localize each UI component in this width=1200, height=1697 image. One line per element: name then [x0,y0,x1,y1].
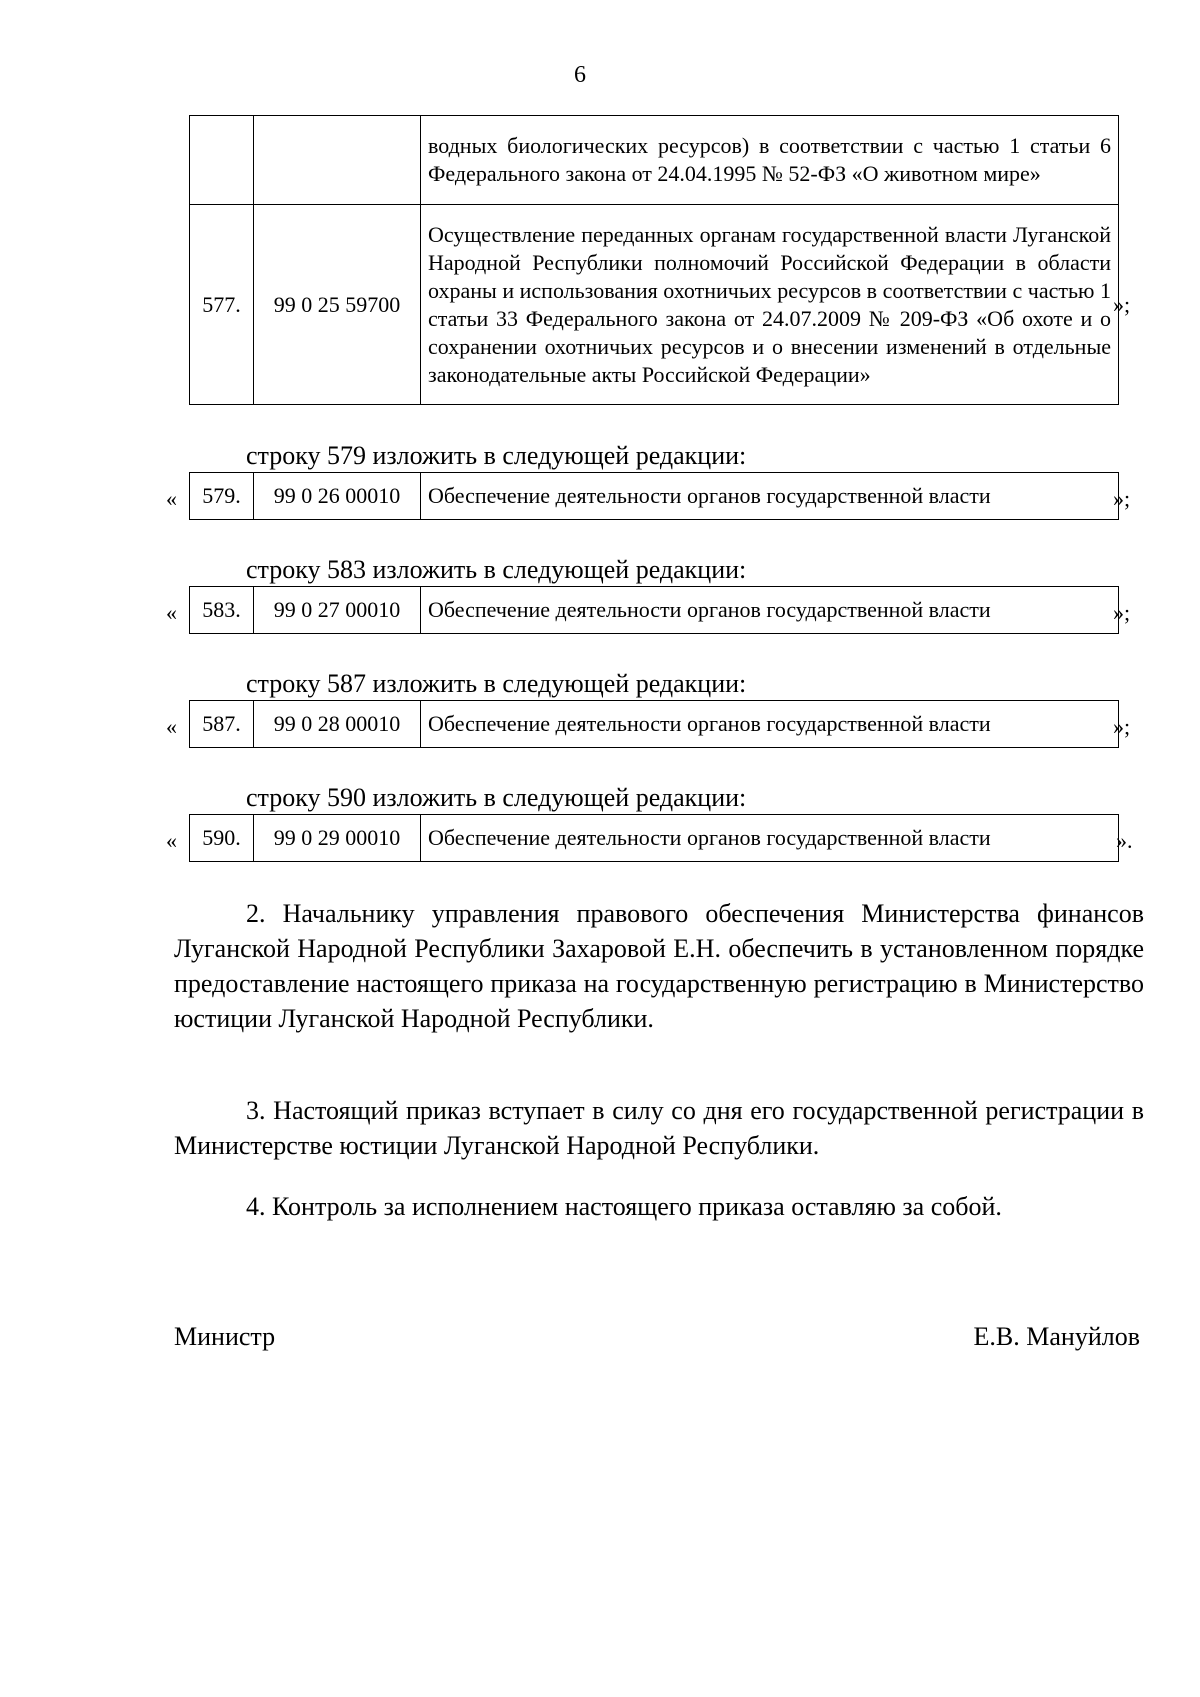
table-row [190,473,1119,520]
cell-number: 590. [190,815,254,862]
amendment-table [189,472,1119,520]
cell-number: 583. [190,587,254,634]
table-row [190,815,1119,862]
close-quote: ». [1116,828,1133,853]
open-quote: « [166,828,177,853]
paragraph-2 [174,896,1144,1036]
cell-number: 587. [190,701,254,748]
appendix-table-main [189,115,1119,405]
open-quote: « [166,486,177,511]
amendment-table [189,700,1119,748]
cell-code-empty [254,116,421,205]
close-quote: »; [1113,486,1131,511]
paragraph-3 [174,1093,1144,1163]
paragraph-text: 2. Начальнику управления правового обеспечения Министерства финансов Луганской Народной Республики Захаровой Е.Н. обеспечить в установленном порядке предоставление настоящего приказа на государственную регистрацию в Министерство юстиции Луганской Народной Республики. [174,899,1144,1033]
amendment-heading: строку 587 изложить в следующей редакции: [246,669,747,698]
cell-code: 99 0 27 00010 [254,587,421,634]
cell-number-empty [190,116,254,205]
amendment-heading: строку 579 изложить в следующей редакции: [246,441,747,470]
open-quote: « [166,600,177,625]
cell-number: 579. [190,473,254,520]
cell-text: Осуществление переданных органам государственной власти Луганской Народной Республики полномочий Российской Федерации в области охраны и использования охотничьих ресурсов в соответствии с частью 1 статьи 33 Федерального закона от 24.07.2009 № 209-ФЗ «Об охоте и о сохранении охотничьих ресурсов и о внесении изменений в отдельные законодательные акты Российской Федерации» [421,205,1119,405]
paragraph-text: 4. Контроль за исполнением настоящего приказа оставляю за собой. [246,1192,1002,1221]
amendment-table [189,814,1119,862]
cell-code: 99 0 25 59700 [254,205,421,405]
close-quote: »; [1113,714,1131,739]
page-number: 6 [574,62,586,88]
amendment-table [189,586,1119,634]
cell-code: 99 0 26 00010 [254,473,421,520]
table-row [190,116,1119,205]
amendment-heading: строку 583 изложить в следующей редакции: [246,555,747,584]
signature-position: Министр [174,1322,276,1351]
signature-name: Е.В. Мануйлов [973,1322,1140,1351]
cell-text: Обеспечение деятельности органов государственной власти [421,587,1119,634]
cell-text-continuation: водных биологических ресурсов) в соответствии с частью 1 статьи 6 Федерального закона от 24.04.1995 № 52-ФЗ «О животном мире» [421,116,1119,205]
cell-code: 99 0 29 00010 [254,815,421,862]
cell-code: 99 0 28 00010 [254,701,421,748]
cell-text: Обеспечение деятельности органов государственной власти [421,701,1119,748]
amendment-heading: строку 590 изложить в следующей редакции: [246,783,747,812]
paragraph-4 [174,1189,1144,1224]
table-row [190,587,1119,634]
cell-text: Обеспечение деятельности органов государственной власти [421,473,1119,520]
table-row [190,701,1119,748]
table-row [190,205,1119,405]
cell-text: Обеспечение деятельности органов государственной власти [421,815,1119,862]
paragraph-text: 3. Настоящий приказ вступает в силу со дня его государственной регистрации в Министерстве юстиции Луганской Народной Республики. [174,1096,1144,1160]
cell-number: 577. [190,205,254,405]
open-quote: « [166,714,177,739]
close-quote: »; [1113,600,1131,625]
close-quote: »; [1113,292,1131,317]
